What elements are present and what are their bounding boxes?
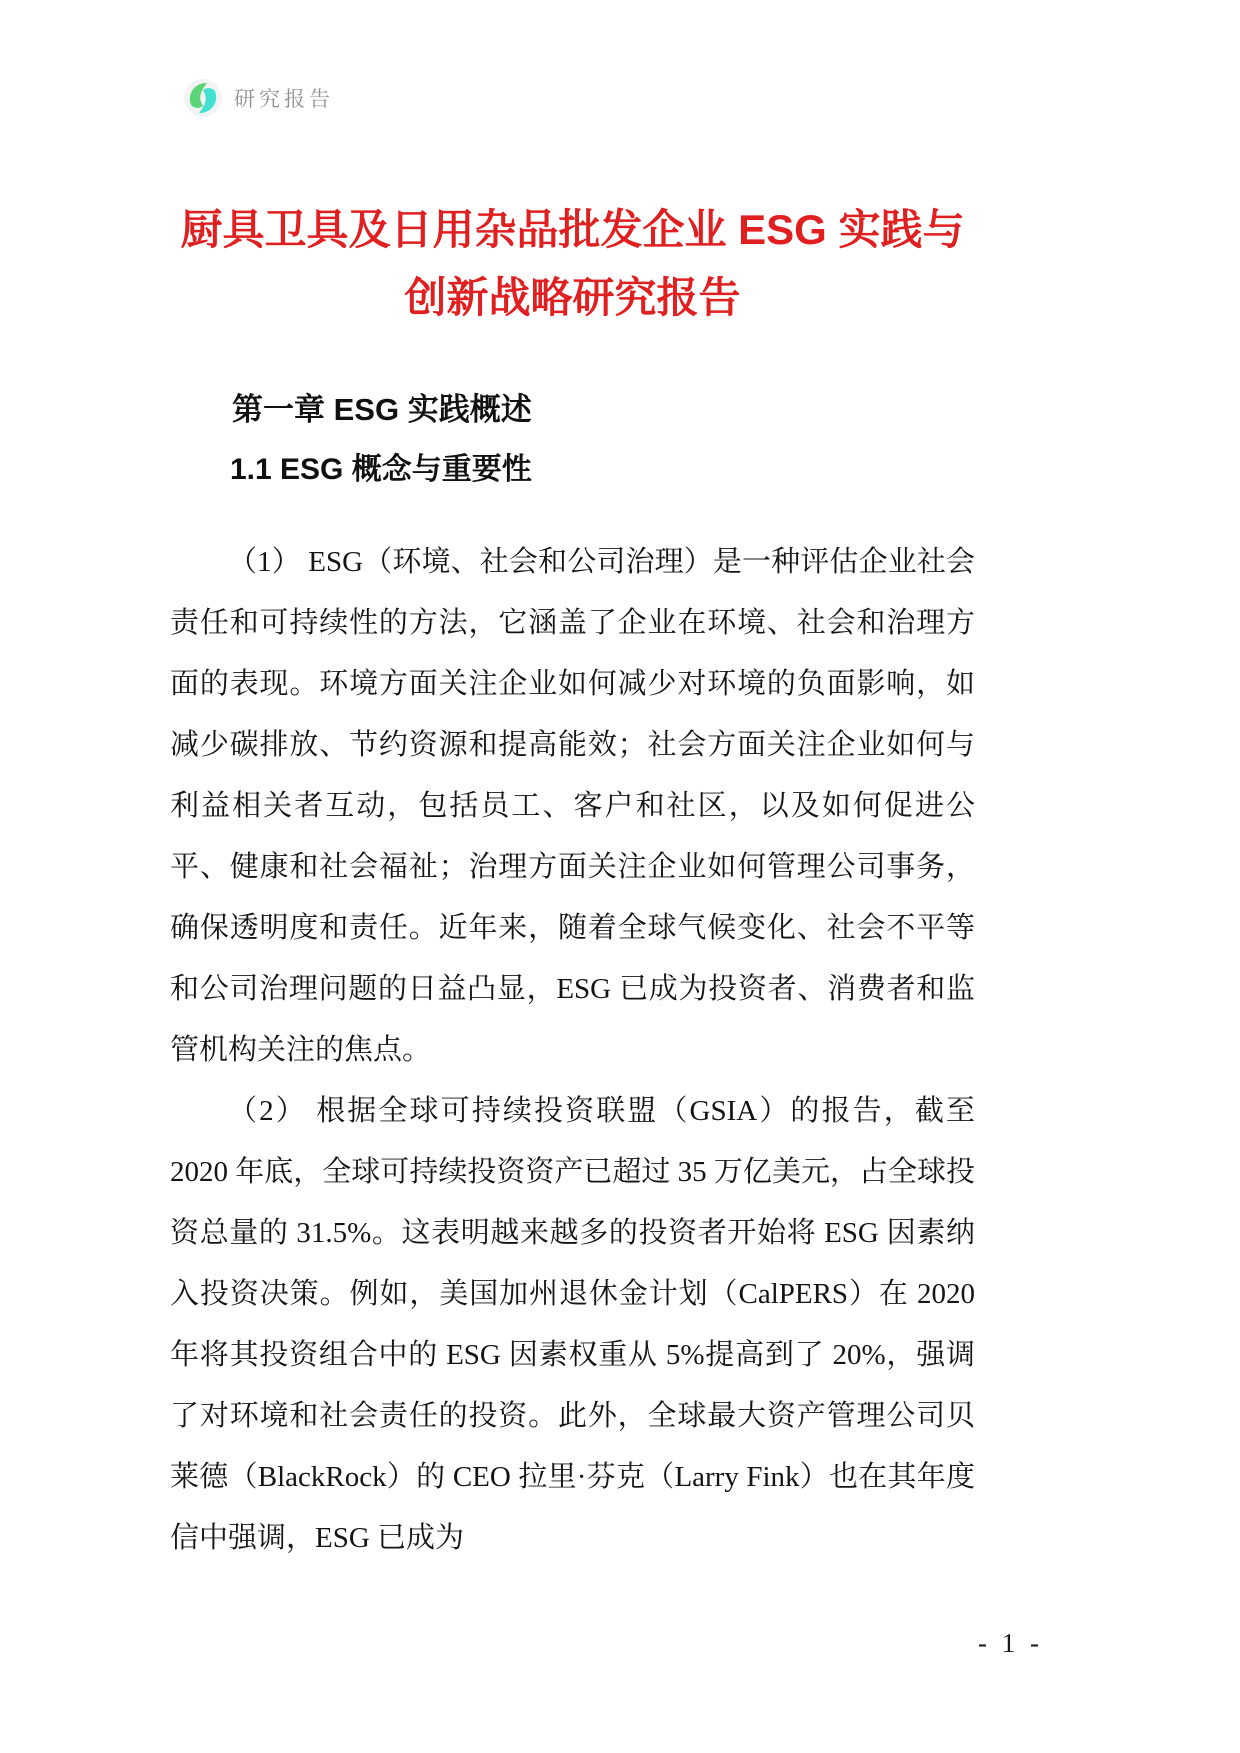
- document-body: [170, 390, 975, 1569]
- brand-label: 研究报告: [234, 87, 334, 111]
- subsection-heading: 1.1 ESG 概念与重要性: [230, 453, 532, 486]
- document-title-line2: 创新战略研究报告: [404, 274, 741, 321]
- brand-header: [183, 78, 334, 118]
- paragraph-2: （2） 根据全球可持续投资联盟（GSIA）的报告，截至 2020 年底，全球可持续投资资产已超过 35 万亿美元，占全球投资总量的 31.5%。这表明越来越多的投资者开始将 ESG 因素纳入投资决策。例如，美国加州退休金计划（CalPERS）在 2020 年将其投资组合中的 ESG 因素权重从 5%提高到了 20%，强调了对环境和社会责任的投资。此外，全球最大资产管理公司贝莱德（BlackRock）的 CEO 拉里·芬克（Larry Fink）也在其年度信中强调，ESG 已成为: [170, 1095, 975, 1554]
- chapter-heading: 第一章 ESG 实践概述: [232, 392, 532, 427]
- brand-logo-icon: [183, 78, 223, 118]
- page-number: - 1 -: [978, 1628, 1043, 1658]
- paragraph-1: （1） ESG（环境、社会和公司治理）是一种评估企业社会责任和可持续性的方法，它涵盖了企业在环境、社会和治理方面的表现。环境方面关注企业如何减少对环境的负面影响，如减少碳排放、节约资源和提高能效；社会方面关注企业如何与利益相关者互动，包括员工、客户和社区，以及如何促进公平、健康和社会福祉；治理方面关注企业如何管理公司事务，确保透明度和责任。近年来，随着全球气候变化、社会不平等和公司治理问题的日益凸显，ESG 已成为投资者、消费者和监管机构关注的焦点。: [170, 546, 975, 1066]
- document-title: [170, 196, 975, 332]
- document-title-line1: 厨具卫具及日用杂品批发企业 ESG 实践与: [180, 206, 965, 253]
